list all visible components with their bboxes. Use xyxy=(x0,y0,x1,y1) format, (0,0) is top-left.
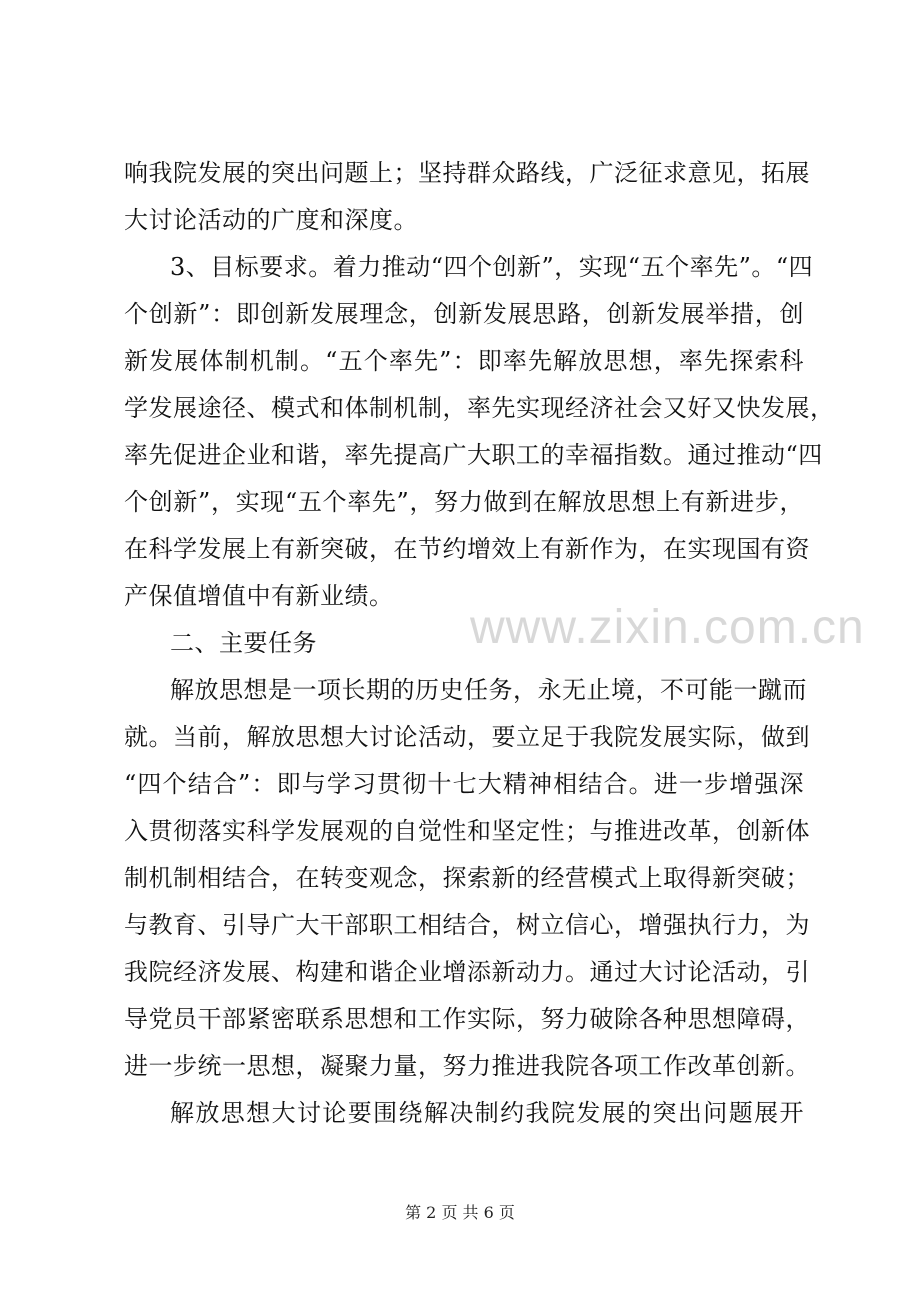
section-heading: 二、主要任务 xyxy=(170,629,317,657)
text-line: 就。当前，解放思想大讨论活动，要立足于我院发展实际，做到 xyxy=(124,723,810,751)
text-line: 学发展途径、模式和体制机制，率先实现经济社会又好又快发展， xyxy=(124,394,835,422)
text-line: 导党员干部紧密联系思想和工作实际，努力破除各种思想障碍， xyxy=(124,1005,810,1033)
paragraph-start-line: 解放思想大讨论要围绕解决制约我院发展的突出问题展开 xyxy=(170,1099,804,1127)
text-line: 响我院发展的突出问题上；坚持群众路线，广泛征求意见，拓展 xyxy=(124,159,810,187)
text-line: “四个结合”：即与学习贯彻十七大精神相结合。进一步增强深 xyxy=(124,770,804,798)
page-number-footer: 第 2 页 共 6 页 xyxy=(405,1203,515,1222)
text-line: 个创新”，实现“五个率先”，努力做到在解放思想上有新进步， xyxy=(124,488,804,516)
text-line: 个创新”：即创新发展理念，创新发展思路，创新发展举措，创 xyxy=(124,300,804,328)
text-line: 新发展体制机制。“五个率先”：即率先解放思想，率先探索科 xyxy=(124,347,804,375)
text-line: 率先促进企业和谐，率先提高广大职工的幸福指数。通过推动“四 xyxy=(124,441,823,469)
text-line: 产保值增值中有新业绩。 xyxy=(124,582,394,610)
text-line: 大讨论活动的广度和深度。 xyxy=(124,206,418,234)
paragraph-start-line: 解放思想是一项长期的历史任务，永无止境，不可能一蹴而 xyxy=(170,676,807,704)
text-line: 进一步统一思想，凝聚力量，努力推进我院各项工作改革创新。 xyxy=(124,1052,810,1080)
text-line: 入贯彻落实科学发展观的自觉性和坚定性；与推进改革，创新体 xyxy=(124,817,810,845)
text-line: 制机制相结合，在转变观念，探索新的经营模式上取得新突破； xyxy=(124,864,810,892)
watermark: www.zixin.com.cn xyxy=(470,601,865,654)
text-line: 我院经济发展、构建和谐企业增添新动力。通过大讨论活动，引 xyxy=(124,958,810,986)
paragraph-start-line: 3、目标要求。着力推动“四个创新”，实现“五个率先”。“四 xyxy=(170,253,814,281)
text-line: 在科学发展上有新突破，在节约增效上有新作为，在实现国有资 xyxy=(124,535,810,563)
text-line: 与教育、引导广大干部职工相结合，树立信心，增强执行力，为 xyxy=(124,911,810,939)
